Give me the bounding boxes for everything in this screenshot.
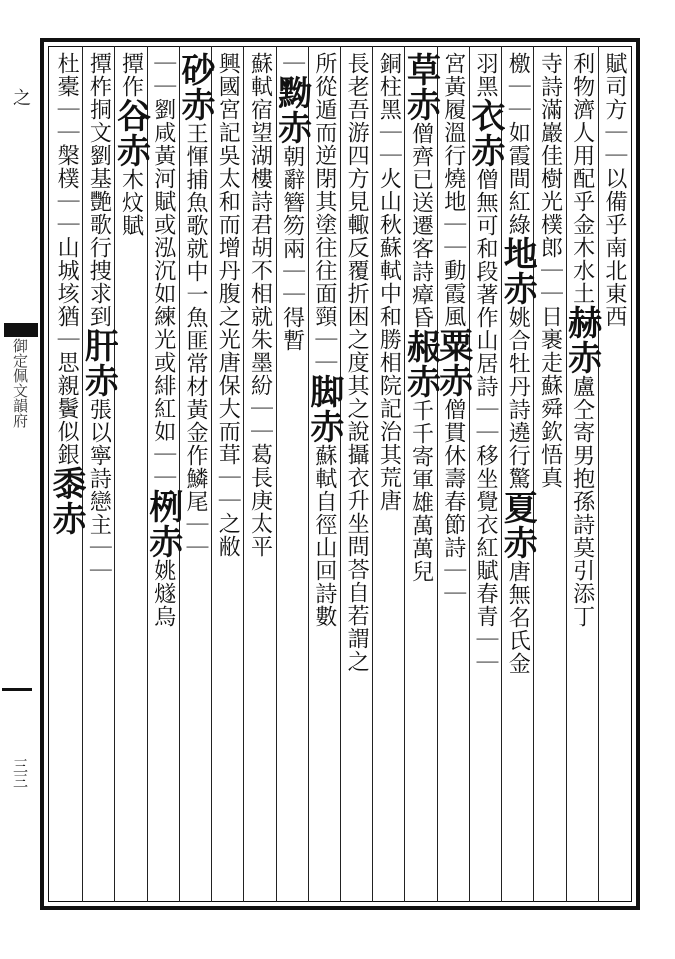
text-segment: 履溫行燒地｜｜動霞風 [440, 98, 466, 328]
text-segment: 撢柞挏文 [86, 52, 112, 144]
headword: 肝赤 [78, 328, 119, 398]
headword: 脚赤 [303, 374, 344, 444]
text-segment: 姚合牡丹詩遶行驚 [505, 306, 531, 490]
text-segment: 撢作 [118, 52, 144, 98]
text-segment: 寺詩滿巖佳樹光樸 [537, 52, 563, 236]
headword: 地赤 [497, 236, 538, 306]
text-segment: 盧仝寄男抱孫詩莫引添丁 [569, 375, 595, 628]
margin-page-number: 三三 [11, 758, 29, 788]
margin-top-char: 之 [10, 88, 31, 106]
headword: 谷赤 [110, 98, 151, 168]
text-segment: 蘇舜欽悟真 [537, 374, 563, 489]
text-segment: 賦司方｜｜以備乎南北東西 [601, 52, 627, 328]
headword: 黝赤 [271, 75, 312, 145]
text-segment: 蘇軾宿望湖樓詩君胡不相就朱墨紛｜｜葛長庚太平 [247, 52, 273, 558]
text-segment: 劉基艷歌行捜求到 [86, 144, 112, 328]
headword: 黍赤 [46, 466, 87, 536]
text-segment: 郎｜｜日裹走 [537, 236, 563, 374]
headword: 夏赤 [497, 490, 538, 560]
headword: 赫赤 [561, 305, 602, 375]
headword: 砂赤 [175, 52, 215, 122]
text-segment: 張以寧詩戀主｜｜ [86, 398, 112, 582]
headword: 粟赤 [432, 328, 473, 398]
headword: 赧赤 [400, 329, 441, 399]
margin-book-title: 御定佩文韻府 [11, 338, 29, 428]
fishtail-mark [4, 323, 38, 337]
text-segment: 僧無可和段著作山居詩 [473, 168, 498, 398]
text-segment: 朝辭簪笏兩｜｜得暫 [279, 145, 305, 352]
text-segment: 槃樸｜｜山城垓 [54, 144, 80, 305]
text-segment: ｜ [279, 52, 305, 75]
text-segment: ｜｜移坐覺衣紅 [473, 398, 498, 559]
headword: 栵赤 [142, 489, 183, 559]
text-segment: 木炆賦 [118, 168, 144, 237]
text-segment: 所從遁而逆閉其塗往往面頸｜｜ [311, 52, 337, 374]
text-segment: 羽黑 [473, 52, 498, 98]
text-segment: 蘇軾中和勝相院記治其荒唐 [376, 236, 402, 512]
headword: 草赤 [400, 52, 441, 122]
text-segment: 檄｜｜如霞間紅綠 [505, 52, 531, 236]
text-segment: 猶｜思親鬢似銀 [54, 305, 80, 466]
text-segment: 杜橐｜｜ [54, 52, 80, 144]
text-segment: 利物濟人用配乎金木水土 [569, 52, 595, 305]
text-segment: 僧貫休壽春節詩｜｜ [440, 398, 466, 605]
text-segment: 姚燧烏 [150, 559, 176, 628]
margin-rule [2, 688, 32, 691]
text-segment: 蘇軾自徑山回詩數 [311, 444, 337, 628]
text-segment: 之說攝衣升坐問荅自若謂之 [344, 397, 370, 673]
text-segment: 銅柱黑｜｜火山秋 [376, 52, 402, 236]
text-segment: 興國宮記吳太和而增丹腹之光唐保大而茸｜｜之敝 [215, 52, 241, 558]
left-margin [0, 38, 40, 910]
headword: 衣赤 [465, 98, 505, 168]
text-segment: 千千寄軍雄萬萬兒 [408, 399, 434, 583]
text-segment: 唐無名氏金 [505, 560, 531, 675]
text-segment: 僧齊已送遷客詩瘴昏 [408, 122, 434, 329]
text-segment: ｜｜劉咸黃河賦或泓沉如練光或緋紅如｜｜ [150, 52, 176, 489]
text-column-18 [46, 52, 86, 897]
text-segment: 長老吾游四方見輙反覆折困之度其 [344, 52, 370, 397]
text-segment: 王惲捕魚歌就中一魚匪常材黃金作鱗尾｜｜ [183, 122, 208, 559]
text-segment: 賦春青｜｜ [473, 559, 498, 674]
text-segment: 宮黃 [440, 52, 466, 98]
